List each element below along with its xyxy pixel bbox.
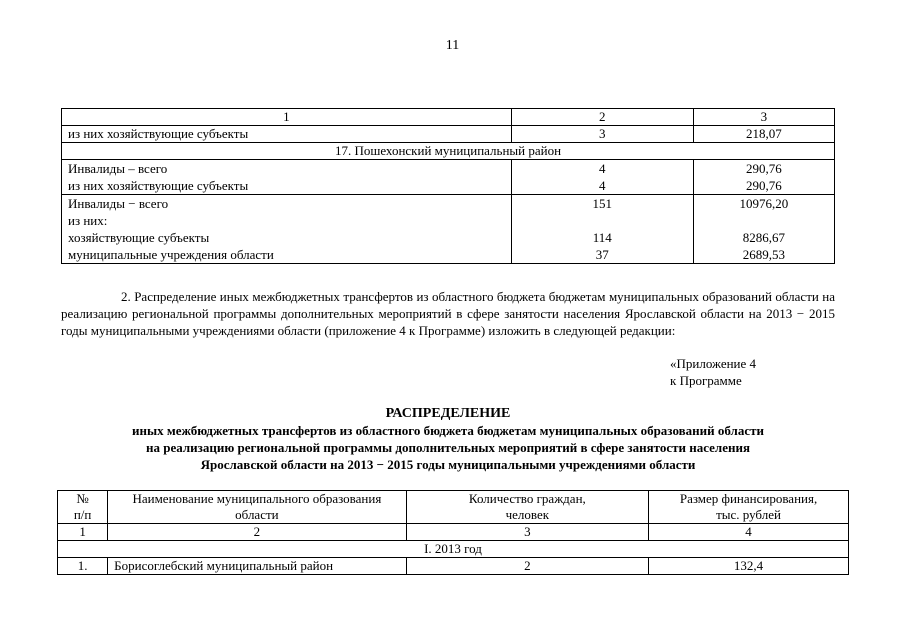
appendix-line: к Программе xyxy=(670,373,742,388)
continuation-table xyxy=(61,108,835,264)
page-number: 11 xyxy=(445,38,460,53)
body-paragraph: 2. Распределение иных межбюджетных трансфертов из областного бюджета бюджетам муниципальных образований области на реализацию региональной программы дополнительных мероприятий в сфере занятости населения Ярославской области на 2013 − 2015 годы муниципальными учреждениями области (приложение 4 к Программе) изложить в следующей редакции: xyxy=(61,289,835,338)
table-row xyxy=(62,195,835,264)
row-name-line: муниципальные учреждения области xyxy=(68,247,274,262)
row-count: 3 xyxy=(511,126,693,143)
row-count-line: 37 xyxy=(595,247,609,262)
row-count xyxy=(511,195,693,264)
table-header-row xyxy=(62,109,835,126)
row-amount-line: 8286,67 xyxy=(742,230,785,245)
header-line: Размер финансирования, xyxy=(679,491,818,506)
header-line: № xyxy=(76,491,89,506)
header-line: п/п xyxy=(73,507,92,522)
row-amount xyxy=(693,160,834,195)
title-line: иных межбюджетных трансфертов из областного бюджета бюджетам муниципальных образований области xyxy=(131,423,764,438)
header-name xyxy=(108,491,406,524)
row-amount: 218,07 xyxy=(693,126,834,143)
column-number: 1 xyxy=(62,109,512,126)
row-amount-line: 10976,20 xyxy=(739,196,789,211)
column-number-row xyxy=(58,524,849,541)
title-line: на реализацию региональной программы дополнительных мероприятий в сфере занятости населения xyxy=(146,440,750,455)
appendix-line: «Приложение 4 xyxy=(670,356,757,371)
column-number: 1 xyxy=(58,524,108,541)
row-name xyxy=(62,160,512,195)
column-number: 2 xyxy=(108,524,406,541)
distribution-table xyxy=(57,490,849,575)
row-count-line: 4 xyxy=(598,161,606,176)
column-number: 3 xyxy=(406,524,648,541)
column-number: 2 xyxy=(511,109,693,126)
row-amount: 132,4 xyxy=(649,558,849,575)
header-line: области xyxy=(235,507,279,522)
header-count xyxy=(406,491,648,524)
section-row xyxy=(58,541,849,558)
row-amount xyxy=(693,195,834,264)
row-count xyxy=(511,160,693,195)
row-count: 2 xyxy=(406,558,648,575)
title-line: Ярославской области на 2013 − 2015 годы муниципальными учреждениями области xyxy=(200,457,696,472)
header-line: человек xyxy=(505,507,550,522)
row-name-line: Инвалиды – всего xyxy=(68,161,168,176)
section-title: I. 2013 год xyxy=(58,541,849,558)
row-name: Борисоглебский муниципальный район xyxy=(108,558,406,575)
section-title: 17. Пошехонский муниципальный район xyxy=(62,143,835,160)
header-line: тыс. рублей xyxy=(716,507,781,522)
section-row xyxy=(62,143,835,160)
row-count-line: 4 xyxy=(598,178,606,193)
row-name-line: хозяйствующие субъекты xyxy=(68,230,210,245)
row-count-line xyxy=(518,212,687,229)
title-main: РАСПРЕДЕЛЕНИЕ xyxy=(385,406,511,421)
row-count-line: 114 xyxy=(592,230,612,245)
header-amount xyxy=(649,491,849,524)
document-title xyxy=(61,405,835,473)
column-number: 3 xyxy=(693,109,834,126)
appendix-reference xyxy=(670,355,756,389)
row-name xyxy=(62,195,512,264)
table-row xyxy=(58,558,849,575)
row-amount-line xyxy=(700,212,828,229)
row-name-line: Инвалиды − всего xyxy=(68,196,169,211)
header-line: Наименование муниципального образования xyxy=(132,491,382,506)
header-number xyxy=(58,491,108,524)
column-number: 4 xyxy=(649,524,849,541)
row-name-line: из них хозяйствующие субъекты xyxy=(68,178,249,193)
row-name: из них хозяйствующие субъекты xyxy=(62,126,512,143)
header-line: Количество граждан, xyxy=(468,491,586,506)
row-count-line: 151 xyxy=(592,196,612,211)
table-row xyxy=(62,126,835,143)
row-amount-line: 290,76 xyxy=(745,178,782,193)
row-amount-line: 290,76 xyxy=(745,161,782,176)
table-row xyxy=(62,160,835,195)
row-number: 1. xyxy=(58,558,108,575)
row-amount-line: 2689,53 xyxy=(742,247,785,262)
row-name-line: из них: xyxy=(68,213,108,228)
table-header-row xyxy=(58,491,849,524)
